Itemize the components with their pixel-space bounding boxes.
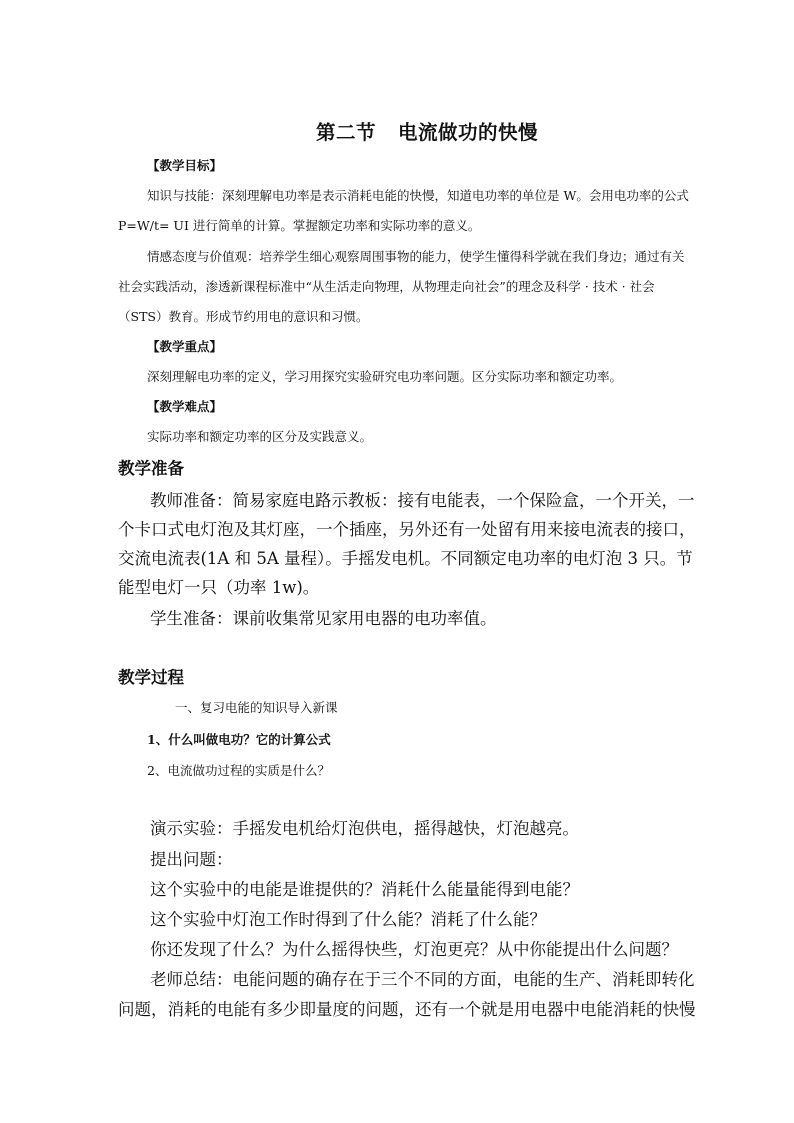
prep-teacher-line-3: 交流电流表(1A 和 5A 量程）。手摇发电机。不同额定电功率的电灯泡 3 只。节 [118,549,693,568]
prep-teacher-line-2: 个卡口式电灯泡及其灯座，一个插座，另外还有一处留有用来接电流表的接口， [118,520,696,539]
summary-line-1: 老师总结：电能问题的确存在于三个不同的方面，电能的生产、消耗即转化 [150,970,695,989]
goals-emotion-line-3: （STS）教育。形成节约用电的意识和习惯。 [118,309,369,324]
key-text: 深刻理解电功率的定义，学习用探究实验研究电功率问题。区分实际功率和额定功率。 [147,369,623,384]
process-heading: 教学过程 [118,668,184,687]
prep-teacher-line-4: 能型电灯一只（功率 1w)。 [118,578,320,597]
demo-text: 演示实验：手摇发电机给灯泡供电，摇得越快，灯泡越亮。 [150,819,579,838]
goals-knowledge-line-2: P=W/t= UI 进行简单的计算。掌握额定功率和实际功率的意义。 [118,218,481,233]
goals-heading: 【教学目标】 [147,158,223,173]
goals-emotion-line-2: 社会实践活动，渗透新课程标准中“从生活走向物理，从物理走向社会”的理念及科学 · 技术 · 社会 [118,279,655,294]
ask-question-2: 这个实验中灯泡工作时得到了什么能？消耗了什么能？ [150,910,546,929]
page-title [316,117,538,145]
ask-label: 提出问题： [150,850,233,869]
prep-student: 学生准备：课前收集常见家用电器的电功率值。 [150,609,497,628]
ask-question-3: 你还发现了什么？为什么摇得快些，灯泡更亮？从中你能提出什么问题？ [150,940,678,959]
title-main: 电流做功的快慢 [398,121,539,144]
prep-teacher-line-1: 教师准备：简易家庭电路示教板：接有电能表，一个保险盒，一个开关，一 [150,491,695,510]
summary-line-2: 问题，消耗的电能有多少即量度的问题，还有一个就是用电器中电能消耗的快慢 [118,1000,696,1019]
question-1: 1、什么叫做电功？它的计算公式 [147,732,331,747]
goals-knowledge-line-1: 知识与技能：深刻理解电功率是表示消耗电能的快慢，知道电功率的单位是 W。会用电功率的公式 [147,188,689,203]
difficulty-heading: 【教学难点】 [147,399,223,414]
prep-heading: 教学准备 [118,459,184,478]
title-section: 第二节 [316,121,377,144]
goals-emotion-line-1: 情感态度与价值观：培养学生细心观察周围事物的能力，使学生懂得科学就在我们身边；通过有关 [147,249,685,264]
difficulty-text: 实际功率和额定功率的区分及实践意义。 [147,429,373,444]
key-heading: 【教学重点】 [147,339,223,354]
process-subheading: 一、复习电能的知识导入新课 [175,700,338,715]
question-2: 2、电流做功过程的实质是什么？ [147,763,330,778]
ask-question-1: 这个实验中的电能是谁提供的？消耗什么能量能得到电能？ [150,880,579,899]
